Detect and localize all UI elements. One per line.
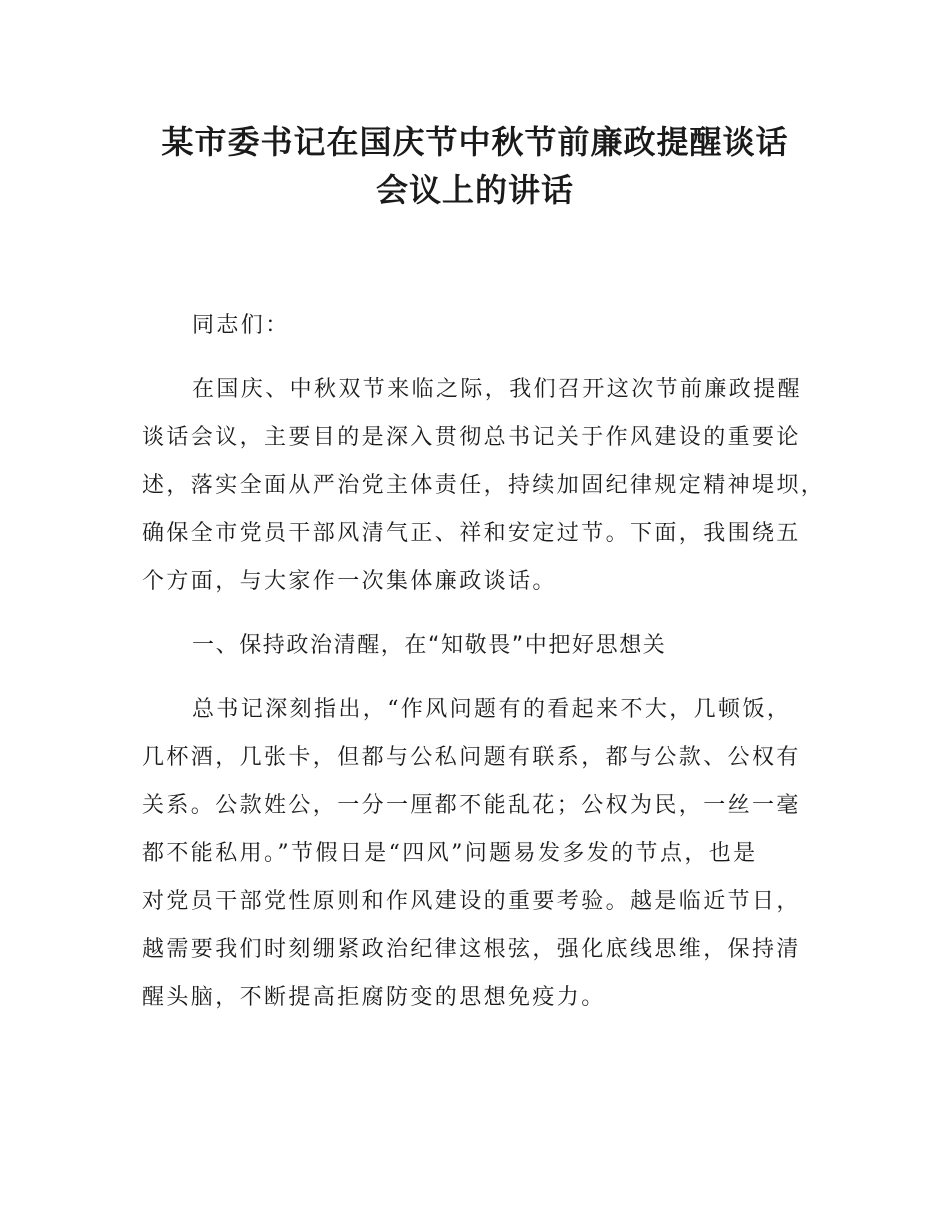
paragraph-line: 述，落实全面从严治党主体责任，持续加固纪律规定精神堤坝， <box>142 473 826 498</box>
paragraph-line: 个方面，与大家作一次集体廉政谈话。 <box>142 569 557 594</box>
paragraph-line: 几杯酒，几张卡，但都与公私问题有联系，都与公款、公权有 <box>142 745 801 770</box>
title-line: 会议上的讲话 <box>375 171 574 209</box>
paragraph-line: 谈话会议，主要目的是深入贯彻总书记关于作风建设的重要论 <box>142 425 801 450</box>
paragraph-line: 关系。公款姓公，一分一厘都不能乱花；公权为民，一丝一毫 <box>142 793 801 818</box>
paragraph-line: 都不能私用。”节假日是“四风”问题易发多发的节点，也是 <box>142 841 758 866</box>
paragraph-intro <box>142 366 832 606</box>
paragraph-line: 醒头脑，不断提高拒腐防变的思想免疫力。 <box>142 985 606 1010</box>
salutation: 同志们： <box>192 313 290 338</box>
paragraph-line: 总书记深刻指出，“作风问题有的看起来不大，几顿饭， <box>192 697 792 722</box>
document-body <box>142 302 832 1022</box>
paragraph-line: 在国庆、中秋双节来临之际，我们召开这次节前廉政提醒 <box>192 377 803 402</box>
document-title <box>140 118 810 214</box>
section-heading: 一、保持政治清醒，在“知敬畏”中把好思想关 <box>192 633 667 658</box>
paragraph-line: 确保全市党员干部风清气正、祥和安定过节。下面，我围绕五 <box>142 521 801 546</box>
paragraph-line: 对党员干部党性原则和作风建设的重要考验。越是临近节日， <box>142 889 801 914</box>
paragraph-section1 <box>142 686 832 1022</box>
paragraph-line: 越需要我们时刻绷紧政治纪律这根弦，强化底线思维，保持清 <box>142 937 801 962</box>
title-line: 某市委书记在国庆节中秋节前廉政提醒谈话 <box>161 123 789 161</box>
